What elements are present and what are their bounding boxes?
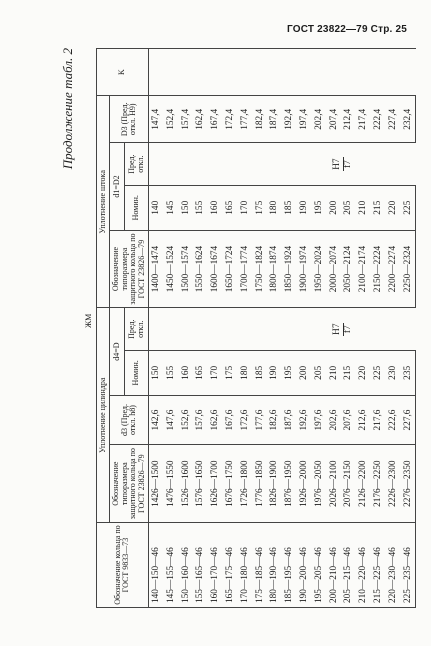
cell-cyl-d3: 212,6 [356, 395, 371, 445]
cell-cyl-nom: 185 [253, 350, 268, 395]
header-cyl-nom: Номин. [125, 350, 149, 395]
cell-ring: 220—230—46 [386, 523, 401, 608]
cell-rod-D3: 162,4 [193, 96, 208, 143]
cell-ring: 150—160—46 [179, 523, 194, 608]
cell-rod-nom: 165 [223, 185, 238, 230]
table-row [148, 49, 163, 608]
cell-rod-groove: 1850—1924 [282, 230, 297, 308]
fit-denominator: f7 [342, 160, 353, 168]
cell-rod-groove: 2100—2174 [356, 230, 371, 308]
cell-cyl-groove: 1676—1750 [223, 445, 238, 523]
cell-rod-nom: 160 [208, 185, 223, 230]
cell-cyl-groove: 1976—2050 [312, 445, 327, 523]
cell-cyl-nom: 215 [341, 350, 356, 395]
cell-cyl-nom: 150 [148, 350, 163, 395]
cell-rod-groove: 1650—1724 [223, 230, 238, 308]
cell-cyl-d3: 142,6 [148, 395, 163, 445]
cell-cyl-groove: 1576—1650 [193, 445, 208, 523]
cell-rod-nom: 170 [238, 185, 253, 230]
cell-rod-nom: 185 [282, 185, 297, 230]
header-group-cylinder: Уплотнение цилиндра [97, 308, 110, 523]
continuation-caption: Продолжение табл. 2 [60, 48, 75, 170]
cell-cyl-tol [148, 308, 415, 350]
cell-rod-D3: 197,4 [297, 96, 312, 143]
cell-rod-groove: 1600—1674 [208, 230, 223, 308]
cell-rod-groove: 1750—1824 [253, 230, 268, 308]
cell-cyl-d3: 152,6 [179, 395, 194, 445]
cell-rod-D3: 212,4 [341, 96, 356, 143]
cell-cyl-groove: 1526—1600 [179, 445, 194, 523]
cell-cyl-nom: 210 [327, 350, 342, 395]
cell-rod-groove: 2250—2324 [401, 230, 416, 308]
cell-rod-groove: 1500—1574 [179, 230, 194, 308]
cell-rod-D3: 207,4 [327, 96, 342, 143]
cell-rod-nom: 175 [253, 185, 268, 230]
cell-rod-nom: 145 [164, 185, 179, 230]
cell-cyl-d3: 192,6 [297, 395, 312, 445]
cell-cyl-groove: 2276—2350 [401, 445, 416, 523]
cell-cyl-groove: 2126—2200 [356, 445, 371, 523]
cell-rod-D3: 232,4 [401, 96, 416, 143]
cell-cyl-nom: 165 [193, 350, 208, 395]
header-cyl-tol: Пред. откл. [125, 308, 149, 350]
header-rod-d1d2: d1=D2 [110, 143, 125, 230]
cell-ring: 155—165—46 [193, 523, 208, 608]
header-ring: Обозначение кольца по ГОСТ 9833—73 [97, 523, 149, 608]
cell-cyl-d3: 197,6 [312, 395, 327, 445]
cell-rod-groove: 2000—2074 [327, 230, 342, 308]
cell-cyl-groove: 1926—2000 [297, 445, 312, 523]
cell-ring: 170—180—46 [238, 523, 253, 608]
cell-rod-D3: 167,4 [208, 96, 223, 143]
header-cyl-d3: d3 (Пред. откл. h8) [110, 395, 149, 445]
cell-cyl-nom: 195 [282, 350, 297, 395]
cell-rod-nom: 195 [312, 185, 327, 230]
fit-denominator: f7 [342, 325, 353, 334]
cell-ring: 205—215—46 [341, 523, 356, 608]
cell-cyl-groove: 1826—1900 [267, 445, 282, 523]
cell-rod-D3: 172,4 [223, 96, 238, 143]
cell-rod-nom: 200 [327, 185, 342, 230]
cell-cyl-d3: 207,6 [341, 395, 356, 445]
cell-cyl-groove: 2176—2250 [371, 445, 386, 523]
table-body [148, 49, 415, 608]
cell-cyl-nom: 225 [371, 350, 386, 395]
header-rod-tol: Пред. откл. [125, 143, 149, 185]
header-cyl-d4D: d4=D [110, 308, 125, 395]
cell-ring: 160—170—46 [208, 523, 223, 608]
cell-cyl-groove: 1726—1800 [238, 445, 253, 523]
cell-rod-nom: 180 [267, 185, 282, 230]
header-cyl-groove: Обозначение типоразмера защитного кольца по ГОСТ 23826—79 [110, 445, 149, 523]
cell-rod-nom: 215 [371, 185, 386, 230]
header-group-rod: Уплотнение штока [97, 96, 110, 308]
cell-cyl-nom: 155 [164, 350, 179, 395]
cell-cyl-groove: 1426—1500 [148, 445, 163, 523]
cell-rod-nom: 155 [193, 185, 208, 230]
cell-ring: 175—185—46 [253, 523, 268, 608]
page-header: ГОСТ 23822—79 Стр. 25 [287, 24, 407, 35]
cell-rod-D3: 222,4 [371, 96, 386, 143]
dimensions-table [96, 48, 416, 608]
cell-ring: 225—235—46 [401, 523, 416, 608]
cell-rod-tol [148, 143, 415, 185]
cell-cyl-d3: 147,6 [164, 395, 179, 445]
cell-cyl-d3: 217,6 [371, 395, 386, 445]
cell-cyl-d3: 227,6 [401, 395, 416, 445]
cell-ring: 185—195—46 [282, 523, 297, 608]
cell-rod-nom: 205 [341, 185, 356, 230]
cell-ring: 140—150—46 [148, 523, 163, 608]
cell-rod-groove: 2200—2274 [386, 230, 401, 308]
header-rod-nom: Номин. [125, 185, 149, 230]
cell-rod-groove: 1700—1774 [238, 230, 253, 308]
cell-cyl-d3: 167,6 [223, 395, 238, 445]
cell-k [148, 49, 415, 96]
cell-rod-groove: 1800—1874 [267, 230, 282, 308]
cell-ring: 190—200—46 [297, 523, 312, 608]
cell-cyl-d3: 172,6 [238, 395, 253, 445]
cell-rod-D3: 182,4 [253, 96, 268, 143]
cell-rod-D3: 177,4 [238, 96, 253, 143]
cell-ring: 210—220—46 [356, 523, 371, 608]
header-k: K [97, 49, 149, 96]
cell-rod-groove: 1900—1974 [297, 230, 312, 308]
cell-rod-groove: 1950—2024 [312, 230, 327, 308]
cell-cyl-groove: 1776—1850 [253, 445, 268, 523]
cell-cyl-nom: 235 [401, 350, 416, 395]
cell-cyl-groove: 1626—1700 [208, 445, 223, 523]
header-rod-D3: D3 (Пред. откл. H9) [110, 96, 149, 143]
cell-rod-D3: 147,4 [148, 96, 163, 143]
cell-cyl-nom: 230 [386, 350, 401, 395]
cell-cyl-nom: 175 [223, 350, 238, 395]
cell-cyl-groove: 1476—1550 [164, 445, 179, 523]
fit-numerator: H7 [332, 158, 343, 170]
fit-numerator: H7 [332, 323, 343, 335]
cell-cyl-groove: 2226—2300 [386, 445, 401, 523]
cell-cyl-groove: 1876—1950 [282, 445, 297, 523]
cell-cyl-nom: 220 [356, 350, 371, 395]
cell-cyl-nom: 160 [179, 350, 194, 395]
cell-cyl-groove: 2026—2100 [327, 445, 342, 523]
cell-cyl-nom: 200 [297, 350, 312, 395]
cell-cyl-nom: 170 [208, 350, 223, 395]
cell-rod-nom: 220 [386, 185, 401, 230]
cell-rod-D3: 192,4 [282, 96, 297, 143]
cell-cyl-d3: 182,6 [267, 395, 282, 445]
cell-rod-D3: 152,4 [164, 96, 179, 143]
cell-rod-groove: 2150—2224 [371, 230, 386, 308]
fit-cylinder [333, 323, 353, 336]
cell-ring: 215—225—46 [371, 523, 386, 608]
cell-rod-groove: 1550—1624 [193, 230, 208, 308]
cell-ring: 145—155—46 [164, 523, 179, 608]
cell-cyl-d3: 187,6 [282, 395, 297, 445]
cell-cyl-d3: 202,6 [327, 395, 342, 445]
cell-ring: 200—210—46 [327, 523, 342, 608]
cell-rod-D3: 187,4 [267, 96, 282, 143]
cell-cyl-nom: 205 [312, 350, 327, 395]
cell-rod-groove: 2050—2124 [341, 230, 356, 308]
cell-rod-nom: 190 [297, 185, 312, 230]
cell-ring: 180—190—46 [267, 523, 282, 608]
cell-cyl-d3: 222,6 [386, 395, 401, 445]
cell-rod-nom: 150 [179, 185, 194, 230]
page-code: ЖМ [84, 313, 93, 328]
cell-cyl-d3: 157,6 [193, 395, 208, 445]
cell-cyl-d3: 162,6 [208, 395, 223, 445]
cell-ring: 195—205—46 [312, 523, 327, 608]
cell-cyl-nom: 180 [238, 350, 253, 395]
cell-rod-groove: 1400—1474 [148, 230, 163, 308]
cell-rod-nom: 225 [401, 185, 416, 230]
cell-rod-nom: 210 [356, 185, 371, 230]
cell-rod-D3: 217,4 [356, 96, 371, 143]
cell-cyl-nom: 190 [267, 350, 282, 395]
header-rod-groove: Обозначение типоразмера защитного кольца по ГОСТ 23826—79 [110, 230, 149, 308]
cell-cyl-d3: 177,6 [253, 395, 268, 445]
cell-rod-D3: 157,4 [179, 96, 194, 143]
cell-ring: 165—175—46 [223, 523, 238, 608]
cell-rod-nom: 140 [148, 185, 163, 230]
cell-rod-groove: 1450—1524 [164, 230, 179, 308]
cell-rod-D3: 202,4 [312, 96, 327, 143]
cell-rod-D3: 227,4 [386, 96, 401, 143]
fit-rod [333, 157, 353, 170]
rotated-table-stage [60, 48, 413, 608]
cell-cyl-groove: 2076—2150 [341, 445, 356, 523]
